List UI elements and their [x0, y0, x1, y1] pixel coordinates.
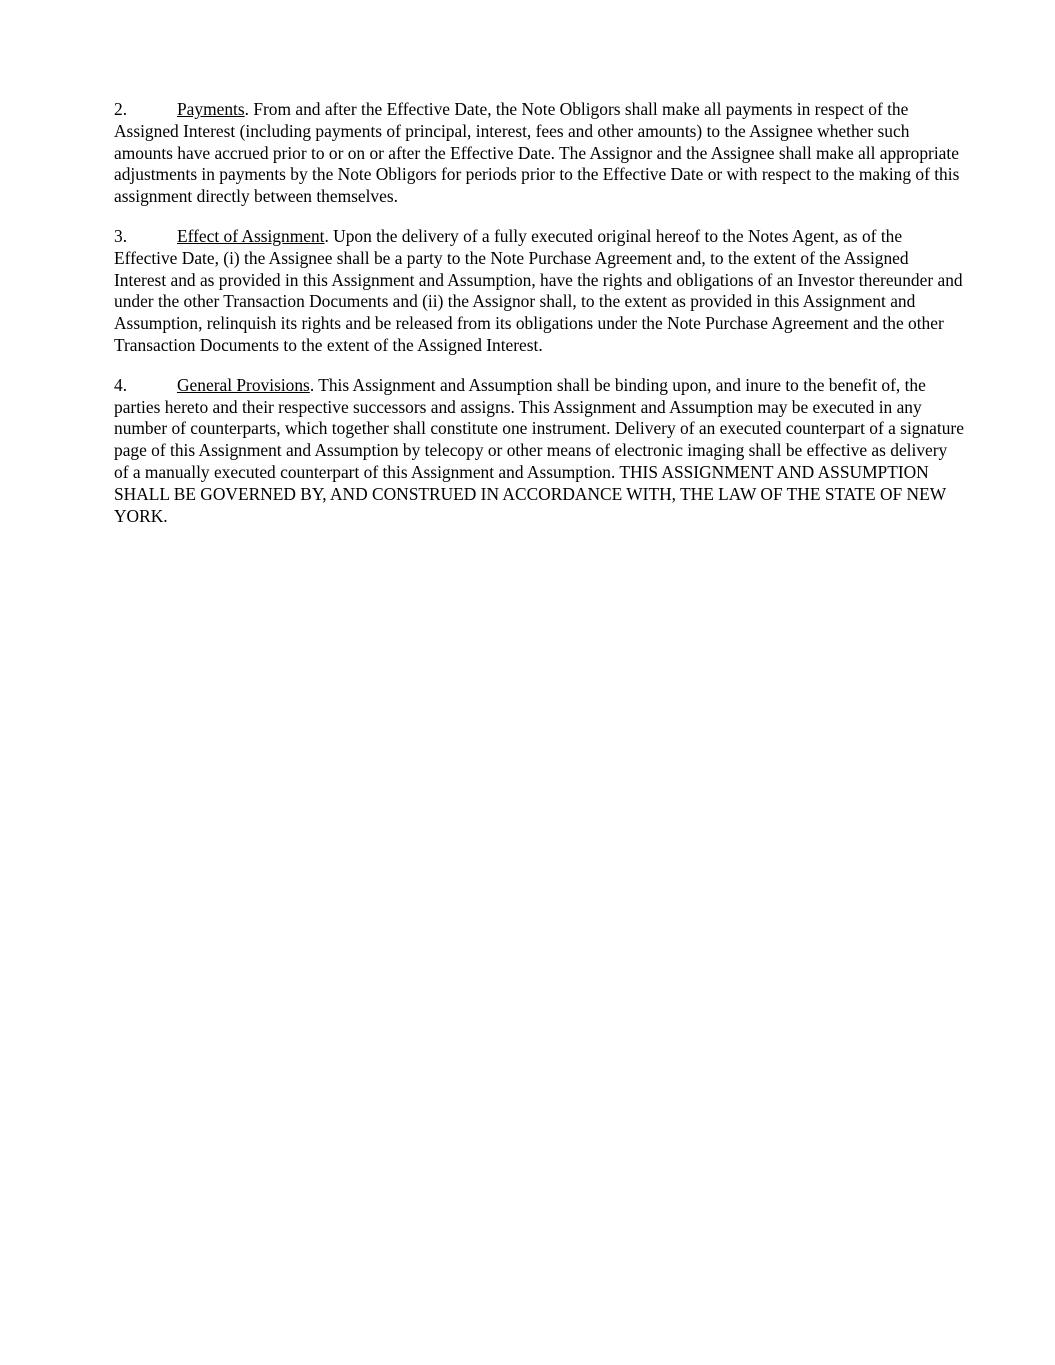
section-payments: [114, 99, 964, 208]
section-body: . From and after the Effective Date, the Note Obligors shall make all payments in respect of the Assigned Interest (including payments of principal, interest, fees and other amounts) to the Assignee whether such amounts have accrued prior to or on or after the Effective Date. The Assignor and the Assignee shall make all appropriate adjustments in payments by the Note Obligors for periods prior to the Effective Date or with respect to the making of this assignment directly between themselves.: [114, 99, 960, 207]
section-number: 3.: [114, 225, 128, 246]
section-number: 2.: [114, 99, 128, 119]
section-body: . Upon the delivery of a fully executed original hereof to the Notes Agent, as of the Effective Date, (i) the Assignee shall be a party to the Note Purchase Agreement and, to the extent of the Assigned Interest and as provided in this Assignment and Assumption, have the rights and obligations of an Investor thereunder and under the other Transaction Documents and (ii) the Assignor shall, to the extent as provided in this Assignment and Assumption, relinquish its rights and be released from its obligations under the Note Purchase Agreement and the other Transaction Documents to the extent of the Assigned Interest.: [114, 225, 963, 355]
section-body: . This Assignment and Assumption shall be binding upon, and inure to the benefit of, the parties hereto and their respective successors and assigns. This Assignment and Assumption may be executed in any number of counterparts, which together shall constitute one instrument. Delivery of an executed counterpart of a signature page of this Assignment and Assumption by telecopy or other means of electronic imaging shall be effective as delivery of a manually executed counterpart of this Assignment and Assumption. THIS ASSIGNMENT AND ASSUMPTION SHALL BE GOVERNED BY, AND CONSTRUED IN ACCORDANCE WITH, THE LAW OF THE STATE OF NEW YORK.: [114, 374, 964, 526]
document-page: [114, 99, 964, 545]
section-number: 4.: [114, 374, 128, 395]
section-effect-of-assignment: [114, 226, 964, 357]
section-heading: Payments: [177, 99, 245, 119]
section-general-provisions: [114, 375, 964, 528]
section-heading: General Provisions: [177, 374, 310, 395]
section-heading: Effect of Assignment: [177, 225, 325, 246]
